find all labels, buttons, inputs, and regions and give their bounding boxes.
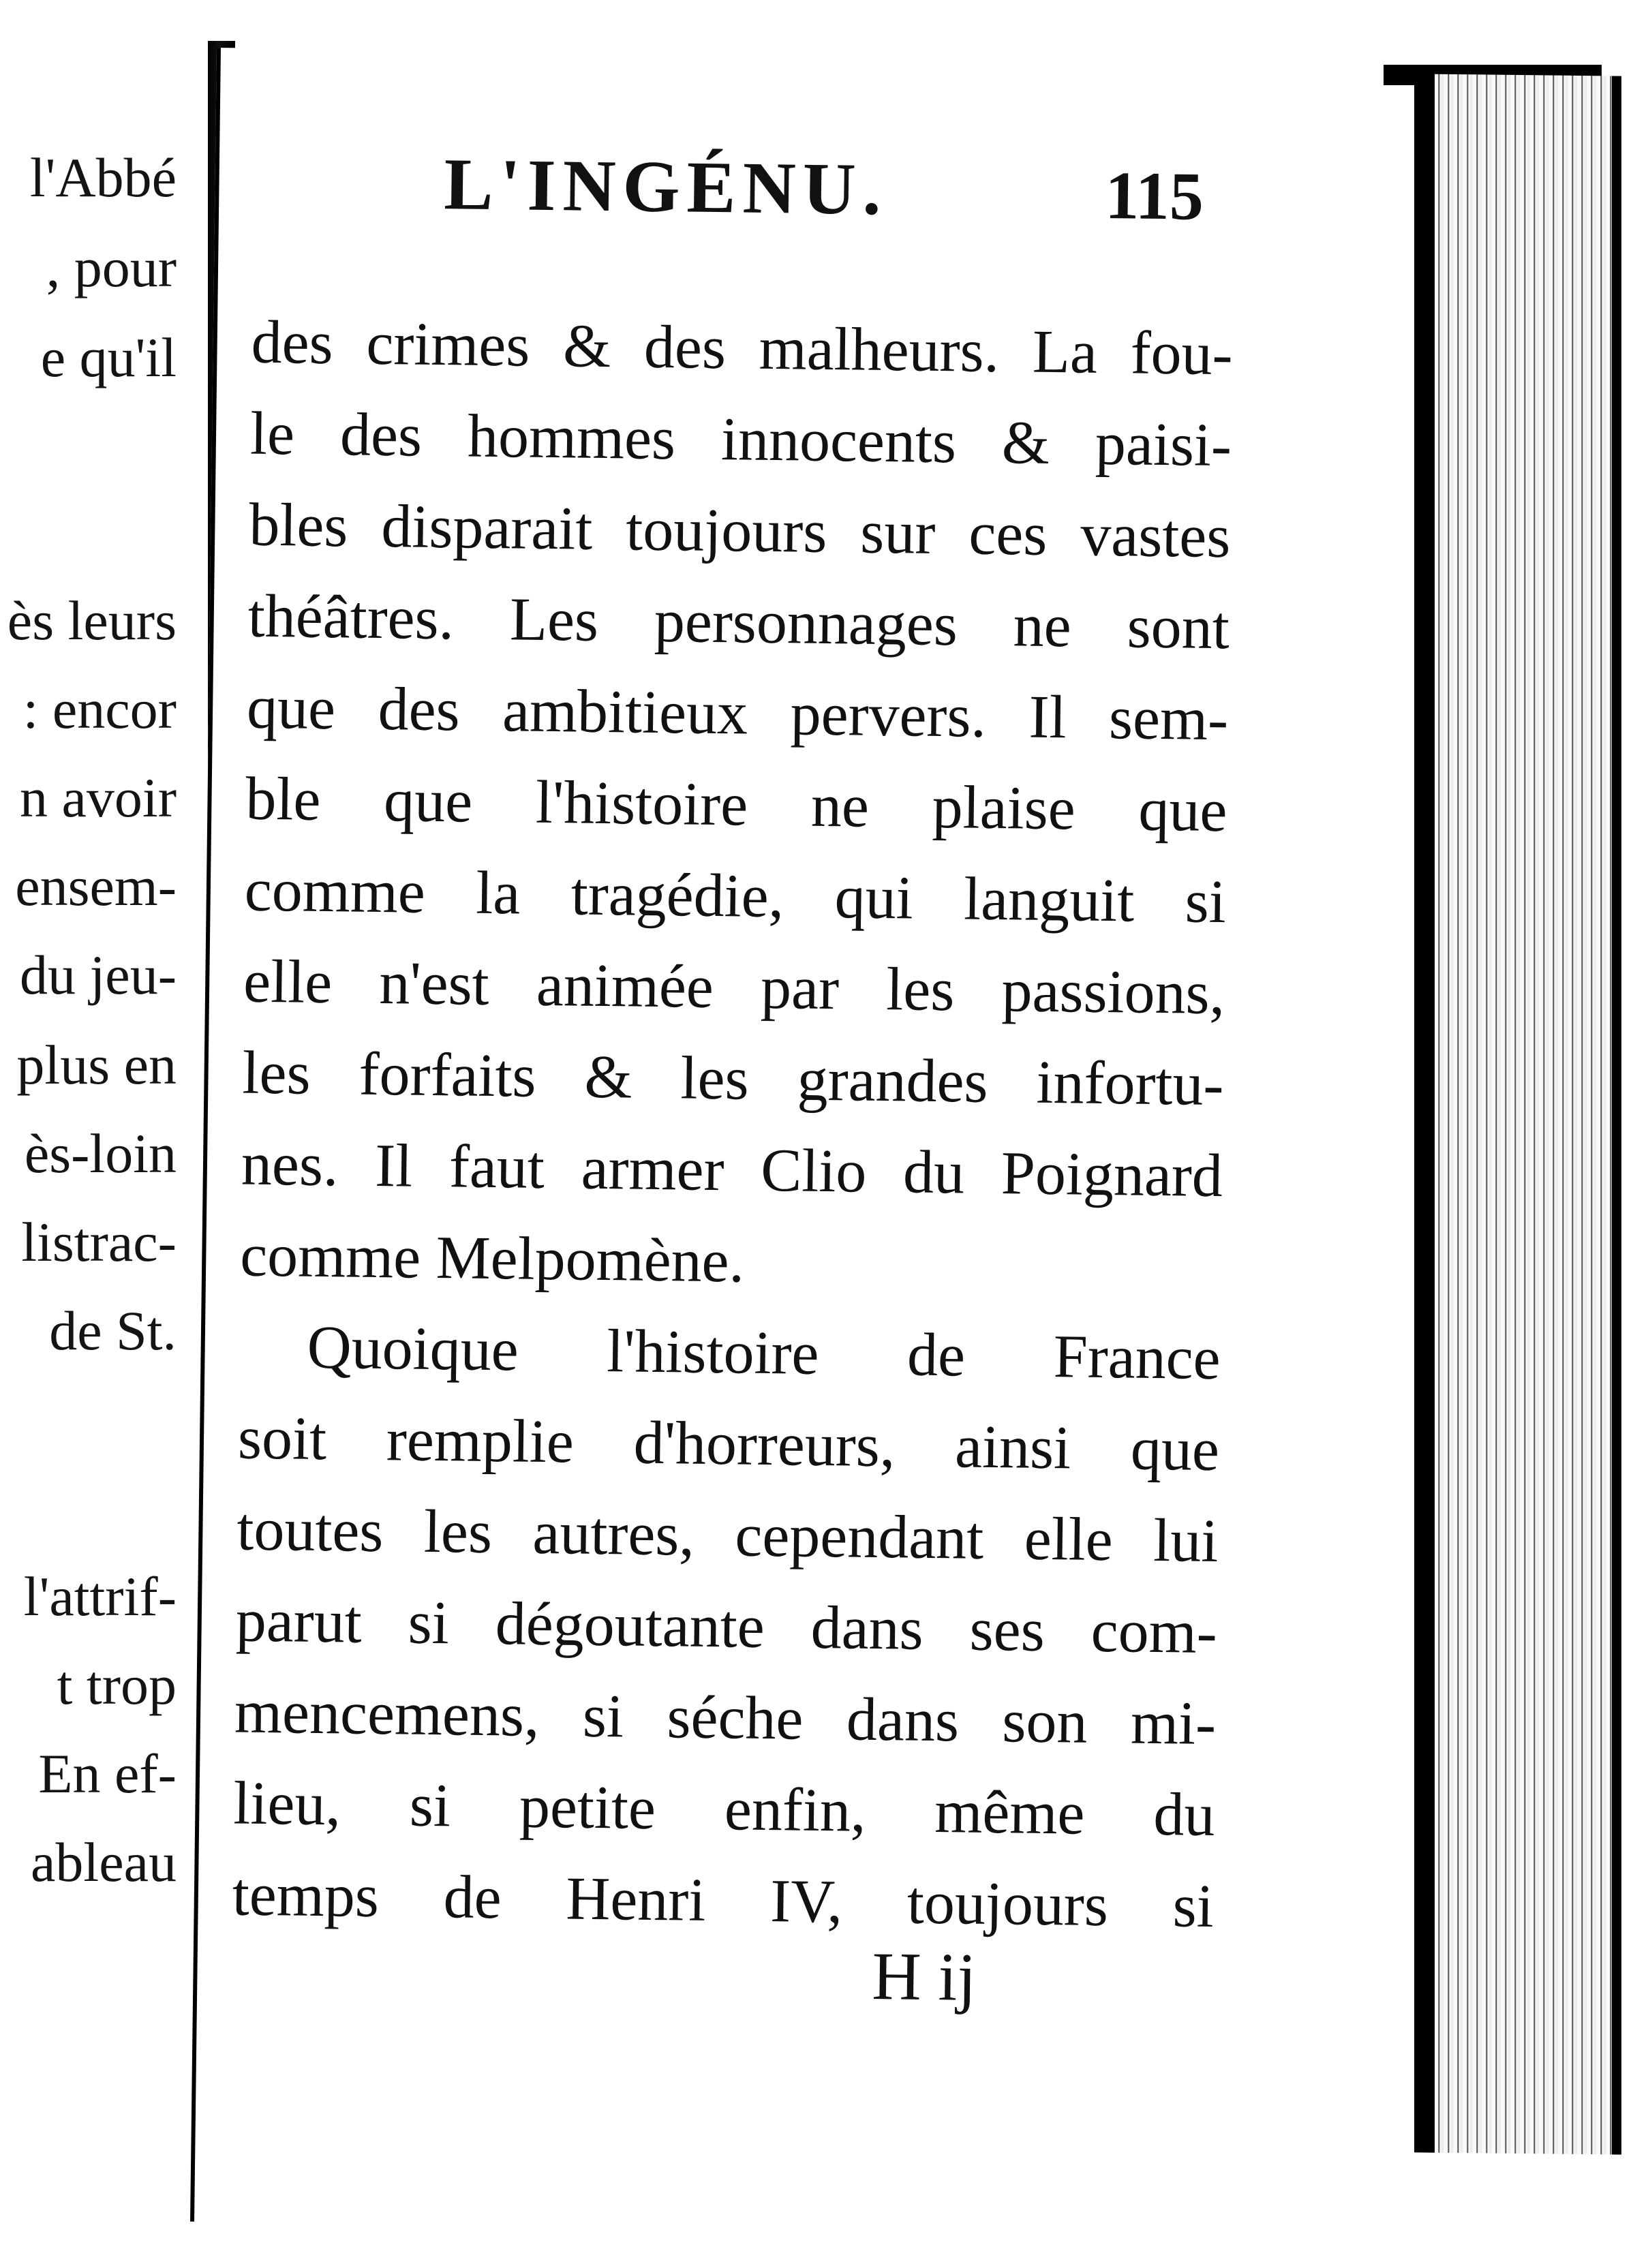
left-page-line: n avoir	[20, 767, 177, 829]
left-page-line: t trop	[57, 1654, 177, 1716]
left-page-line: ès-loin	[24, 1122, 177, 1184]
left-page-line: , pour	[46, 236, 177, 298]
left-page-line: En ef-	[38, 1743, 177, 1805]
text-line: ble que l'histoire ne plaise que	[245, 765, 1228, 845]
text-line: bles disparait toujours sur ces vastes	[248, 491, 1231, 571]
text-line: parut si dégoutante dans ses com-	[235, 1587, 1218, 1667]
text-line: le des hommes innocents & paisi-	[249, 399, 1232, 480]
text-line: théâtres. Les personnages ne sont	[247, 582, 1230, 662]
left-page-line: de St.	[49, 1300, 177, 1362]
book-fore-edge	[1414, 74, 1621, 2154]
signature-mark: H ij	[871, 1937, 977, 2015]
left-page-line: : encor	[22, 678, 177, 740]
text-line: que des ambitieux pervers. Il sem-	[246, 673, 1229, 754]
text-line: mencemens, si séche dans son mi-	[234, 1678, 1217, 1758]
running-head	[239, 140, 1249, 241]
right-page	[190, 48, 1407, 2236]
text-line: comme Melpomène.	[239, 1221, 745, 1296]
body-text	[232, 297, 1233, 1952]
text-line: soit remplie d'horreurs, ainsi que	[237, 1404, 1220, 1484]
left-page-line: listrac-	[21, 1211, 177, 1273]
left-page-line: l'attrif-	[23, 1565, 177, 1627]
left-page-line: l'Abbé	[29, 147, 177, 209]
text-line: les forfaits & les grandes infortu-	[242, 1039, 1225, 1119]
paragraph-start-line: Quoique l'histoire de France	[307, 1313, 1221, 1393]
facing-left-page	[0, 48, 215, 2188]
left-page-line: plus en	[16, 1034, 177, 1096]
text-line: nes. Il faut armer Clio du Poignard	[241, 1130, 1223, 1210]
left-page-line: e qu'il	[40, 326, 177, 388]
page-number: 115	[1104, 157, 1204, 234]
text-line: comme la tragédie, qui languit si	[244, 856, 1227, 936]
left-page-line: ès leurs	[7, 589, 177, 652]
text-line: lieu, si petite enfin, même du	[232, 1769, 1216, 1850]
left-page-line: du jeu-	[20, 944, 177, 1006]
text-line: toutes les autres, cependant elle lui	[236, 1495, 1219, 1576]
running-title: L'INGÉNU.	[443, 144, 889, 231]
left-page-line: ableau	[31, 1831, 177, 1893]
text-line: elle n'est animée par les passions,	[243, 947, 1225, 1028]
text-line: des crimes & des malheurs. La fou-	[251, 308, 1234, 388]
left-page-line: ensem-	[15, 855, 177, 917]
text-line: temps de Henri IV, toujours si	[232, 1860, 1215, 1941]
